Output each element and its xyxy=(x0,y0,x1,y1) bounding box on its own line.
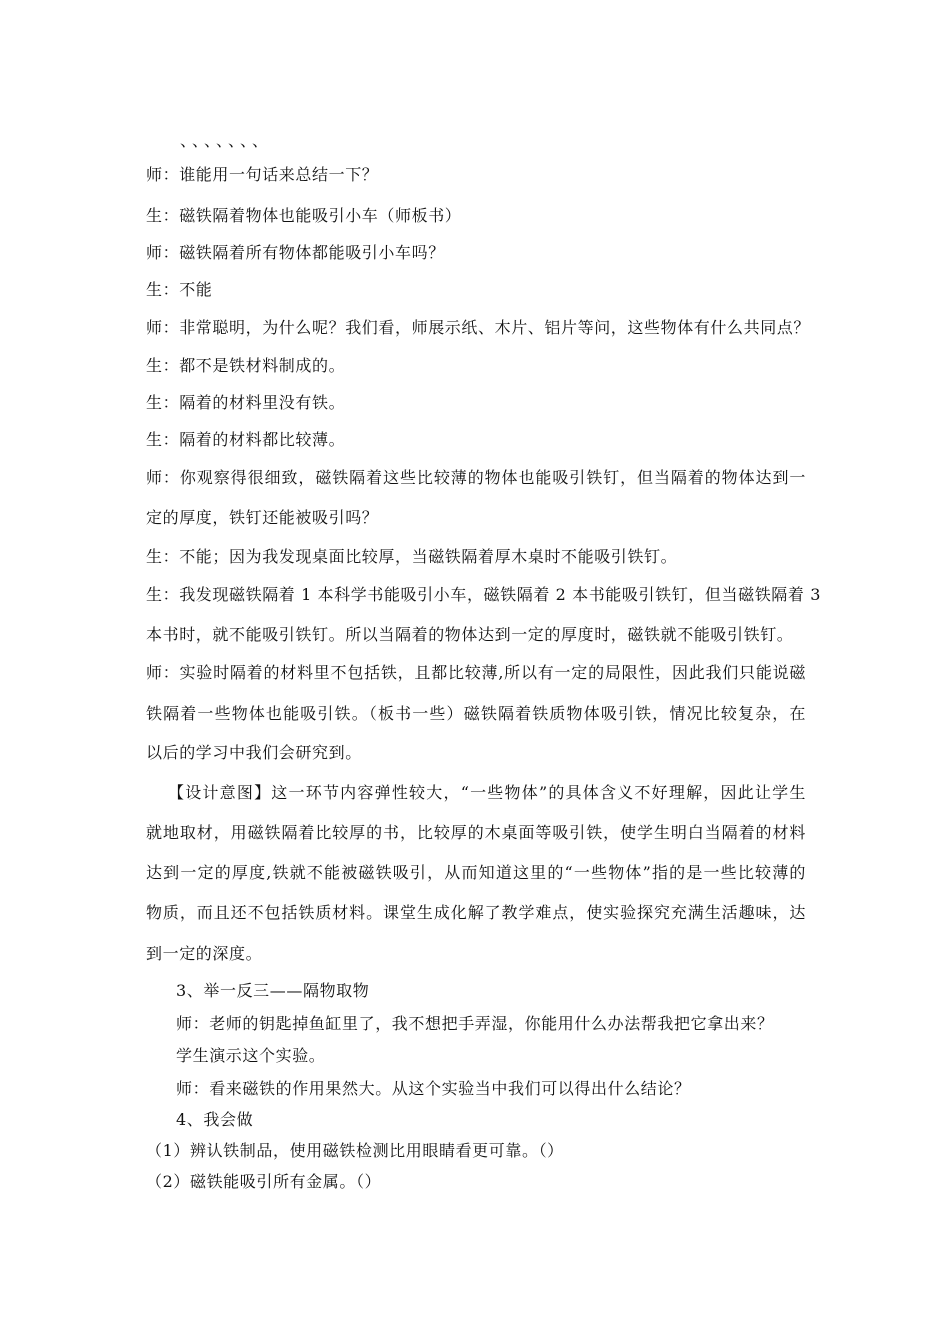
exercise-item: （2）磁铁能吸引所有金属。（） xyxy=(146,1172,382,1191)
dialogue-line: 师：实验时隔着的材料里不包括铁，且都比较薄,所以有一定的局限性，因此我们只能说磁 xyxy=(146,663,806,682)
dialogue-line: 生：隔着的材料都比较薄。 xyxy=(146,430,346,449)
design-intent-paragraph: 到一定的深度。 xyxy=(146,944,263,963)
design-intent-paragraph: 达到一定的厚度,铁就不能被磁铁吸引，从而知道这里的“一些物体”指的是一些比较薄的 xyxy=(146,863,806,882)
dialogue-line: 师：看来磁铁的作用果然大。从这个实验当中我们可以得出什么结论？ xyxy=(176,1079,691,1098)
dialogue-line: 学生演示这个实验。 xyxy=(176,1046,326,1065)
dialogue-line: 生：磁铁隔着物体也能吸引小车（师板书） xyxy=(146,206,462,225)
dialogue-line: 师：磁铁隔着所有物体都能吸引小车吗？ xyxy=(146,243,445,262)
dialogue-line: 本书时，就不能吸引铁钉。所以当隔着的物体达到一定的厚度时，磁铁就不能吸引铁钉。 xyxy=(146,625,794,644)
dialogue-line: 师：非常聪明，为什么呢？我们看，师展示纸、木片、铝片等问，这些物体有什么共同点？ xyxy=(146,318,811,337)
dialogue-line: 定的厚度，铁钉还能被吸引吗？ xyxy=(146,508,379,527)
dialogue-line: 生：隔着的材料里没有铁。 xyxy=(146,393,346,412)
design-intent-paragraph: 就地取材，用磁铁隔着比较厚的书，比较厚的木桌面等吸引铁，使学生明白当隔着的材料 xyxy=(146,823,806,842)
exercise-item: （1）辨认铁制品，使用磁铁检测比用眼睛看更可靠。（） xyxy=(146,1141,564,1160)
dialogue-line: 铁隔着一些物体也能吸引铁。（板书一些）磁铁隔着铁质物体吸引铁，情况比较复杂，在 xyxy=(146,704,806,723)
dialogue-line: 师：你观察得很细致，磁铁隔着这些比较薄的物体也能吸引铁钉，但当隔着的物体达到一 xyxy=(146,468,806,487)
design-intent-paragraph: 物质，而且还不包括铁质材料。课堂生成化解了教学难点，使实验探究充满生活趣味，达 xyxy=(146,903,806,922)
section-heading: 3、举一反三——隔物取物 xyxy=(176,981,370,1000)
dialogue-line: 师：老师的钥匙掉鱼缸里了，我不想把手弄湿，你能用什么办法帮我把它拿出来？ xyxy=(176,1014,774,1033)
dialogue-line: 生：我发现磁铁隔着 1 本科学书能吸引小车，磁铁隔着 2 本书能吸引铁钉，但当磁铁隔着 3 xyxy=(146,585,821,604)
dialogue-line: 生：不能；因为我发现桌面比较厚，当磁铁隔着厚木桌时不能吸引铁钉。 xyxy=(146,547,678,566)
ellipsis-marks: 、、、、、、、 xyxy=(180,131,273,150)
dialogue-line: 以后的学习中我们会研究到。 xyxy=(146,743,362,762)
design-intent-paragraph: 【设计意图】这一环节内容弹性较大，“一些物体”的具体含义不好理解，因此让学生 xyxy=(168,783,806,802)
dialogue-line: 生：不能 xyxy=(146,280,213,299)
dialogue-line: 师：谁能用一句话来总结一下？ xyxy=(146,165,379,184)
dialogue-line: 生：都不是铁材料制成的。 xyxy=(146,356,346,375)
section-heading: 4、我会做 xyxy=(176,1110,254,1129)
